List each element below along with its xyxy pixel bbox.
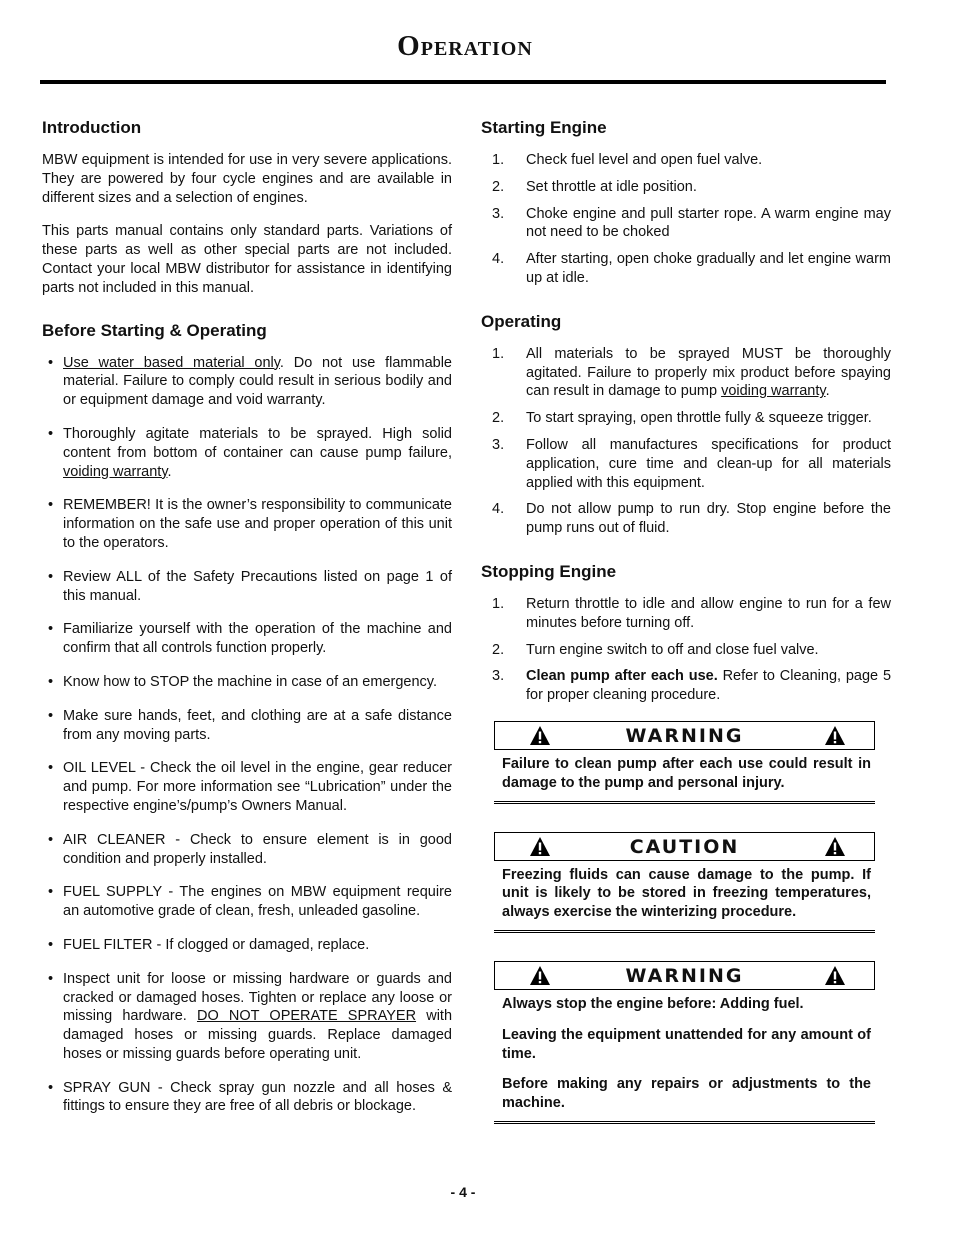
underlined-text: DO NOT OPERATE SPRAYER [196, 1008, 417, 1025]
list-item: 2. To start spraying, open throttle fully & squeeze trigger. [492, 410, 872, 427]
introduction-heading: Introduction [42, 118, 142, 137]
notice-label: WARNING [625, 964, 744, 987]
underlined-text: Use water based material only [63, 354, 280, 371]
list-item: • FUEL SUPPLY - The engines on MBW equipment require an automotive grade of clean, fresh, unleaded gasoline. [42, 883, 452, 921]
starting-engine-heading: Starting Engine [481, 118, 607, 137]
left-column [42, 118, 452, 1131]
list-item: 1. Return throttle to idle and allow engine to run for a few minutes before turning off. [492, 595, 891, 631]
notice-text: Failure to clean pump after each use could result in damage to the pump and personal injury. [502, 755, 871, 791]
stopping-engine-steps [481, 595, 891, 705]
page-title: Operation [397, 30, 533, 62]
title-rule [40, 80, 886, 84]
list-item: • Familiarize yourself with the operation of the machine and confirm that all controls function properly. [42, 620, 452, 658]
notice-header [494, 961, 875, 990]
underlined-text: voiding warranty [63, 463, 168, 480]
list-item: 3. Clean pump after each use. Refer to Cleaning, page 5 for proper cleaning procedure. [492, 668, 892, 704]
list-item: • OIL LEVEL - Check the oil level in the engine, gear reducer and pump. For more information see “Lubrication” under the respective engine’s/pump’s Owners Manual. [42, 759, 452, 815]
caution-box [494, 832, 875, 933]
notice-header [494, 832, 875, 861]
notice-header [494, 721, 875, 750]
notice-label: WARNING [625, 724, 744, 747]
warning-triangle-icon [824, 725, 846, 746]
before-starting-heading: Before Starting & Operating [42, 320, 267, 340]
operating-steps [481, 345, 891, 538]
list-item: 3. Follow all manufactures specifications for product application, cure time and clean-up for all materials applied with this equipment. [492, 436, 891, 491]
list-item: 2. Turn engine switch to off and close fuel valve. [492, 641, 819, 658]
warning-triangle-icon [824, 965, 846, 986]
list-item: 2. Set throttle at idle position. [492, 178, 697, 195]
list-item: 4. After starting, open choke gradually and let engine warm up at idle. [492, 251, 891, 286]
warning-box [494, 721, 875, 804]
warning-box [494, 961, 875, 1124]
notice-label: CAUTION [629, 835, 740, 858]
page-number: - 4 - [450, 1184, 476, 1200]
warning-triangle-icon [824, 836, 846, 857]
operating-heading: Operating [481, 311, 562, 331]
list-item: • Thoroughly agitate materials to be sprayed. High solid content from bottom of container can cause pump failure, voiding warranty. [42, 425, 452, 481]
list-item: • AIR CLEANER - Check to ensure element is in good condition and properly installed. [42, 831, 452, 869]
notice-text: Leaving the equipment unattended for any amount of time. [502, 1026, 871, 1062]
list-item: • Make sure hands, feet, and clothing are at a safe distance from any moving parts. [42, 707, 452, 745]
underlined-text: voiding warranty [721, 383, 826, 400]
list-item: 4. Do not allow pump to run dry. Stop engine before the pump runs out of fluid. [492, 501, 891, 537]
intro-paragraph: MBW equipment is intended for use in very severe applications. They are powered by four cycle engines and are available in different sizes and a selection of engines. [42, 152, 452, 206]
list-item: 1. All materials to be sprayed MUST be thoroughly agitated. Failure to properly mix product before spaying can result in damage to pump voiding warranty. [492, 345, 891, 400]
stopping-engine-heading: Stopping Engine [481, 561, 617, 581]
list-item: • Review ALL of the Safety Precautions listed on page 1 of this manual. [42, 568, 452, 606]
intro-paragraph: This parts manual contains only standard parts. Variations of these parts as well as other special parts are not included. Contact your local MBW distributor for assistance in identifying parts not included in this manual. [42, 223, 452, 296]
list-item: 3. Choke engine and pull starter rope. A warm engine may not need to be choked [492, 205, 891, 241]
list-item: • Use water based material only. Do not use flammable material. Failure to comply could result in serious bodily and or equipment damage and void warranty. [42, 354, 452, 410]
list-item: • FUEL FILTER - If clogged or damaged, replace. [42, 936, 452, 955]
notice-text: Freezing fluids can cause damage to the pump. If unit is likely to be stored in freezing temperatures, always exercise the winterizing procedure. [502, 866, 871, 921]
list-item: • Know how to STOP the machine in case of an emergency. [42, 673, 452, 692]
right-column [481, 118, 891, 1124]
before-starting-list [42, 354, 452, 1117]
list-item: • Inspect unit for loose or missing hardware or guards and cracked or damaged hoses. Tighten or replace any loose or missing hardware. DO NOT OPERATE SPRAYER with damaged hoses or missing guards. Replace damaged hoses or missing guards before operating unit. [42, 970, 452, 1064]
starting-engine-steps [481, 151, 891, 288]
notice-text: Before making any repairs or adjustments to the machine. [502, 1076, 871, 1112]
notice-text: Always stop the engine before: Adding fuel. [502, 995, 804, 1012]
list-item: 1. Check fuel level and open fuel valve. [492, 152, 763, 168]
list-item: • SPRAY GUN - Check spray gun nozzle and all hoses & fittings to ensure they are free of all debris or blockage. [42, 1079, 452, 1117]
list-item: • REMEMBER! It is the owner’s responsibility to communicate information on the safe use and proper operation of this unit to the operators. [42, 496, 452, 552]
